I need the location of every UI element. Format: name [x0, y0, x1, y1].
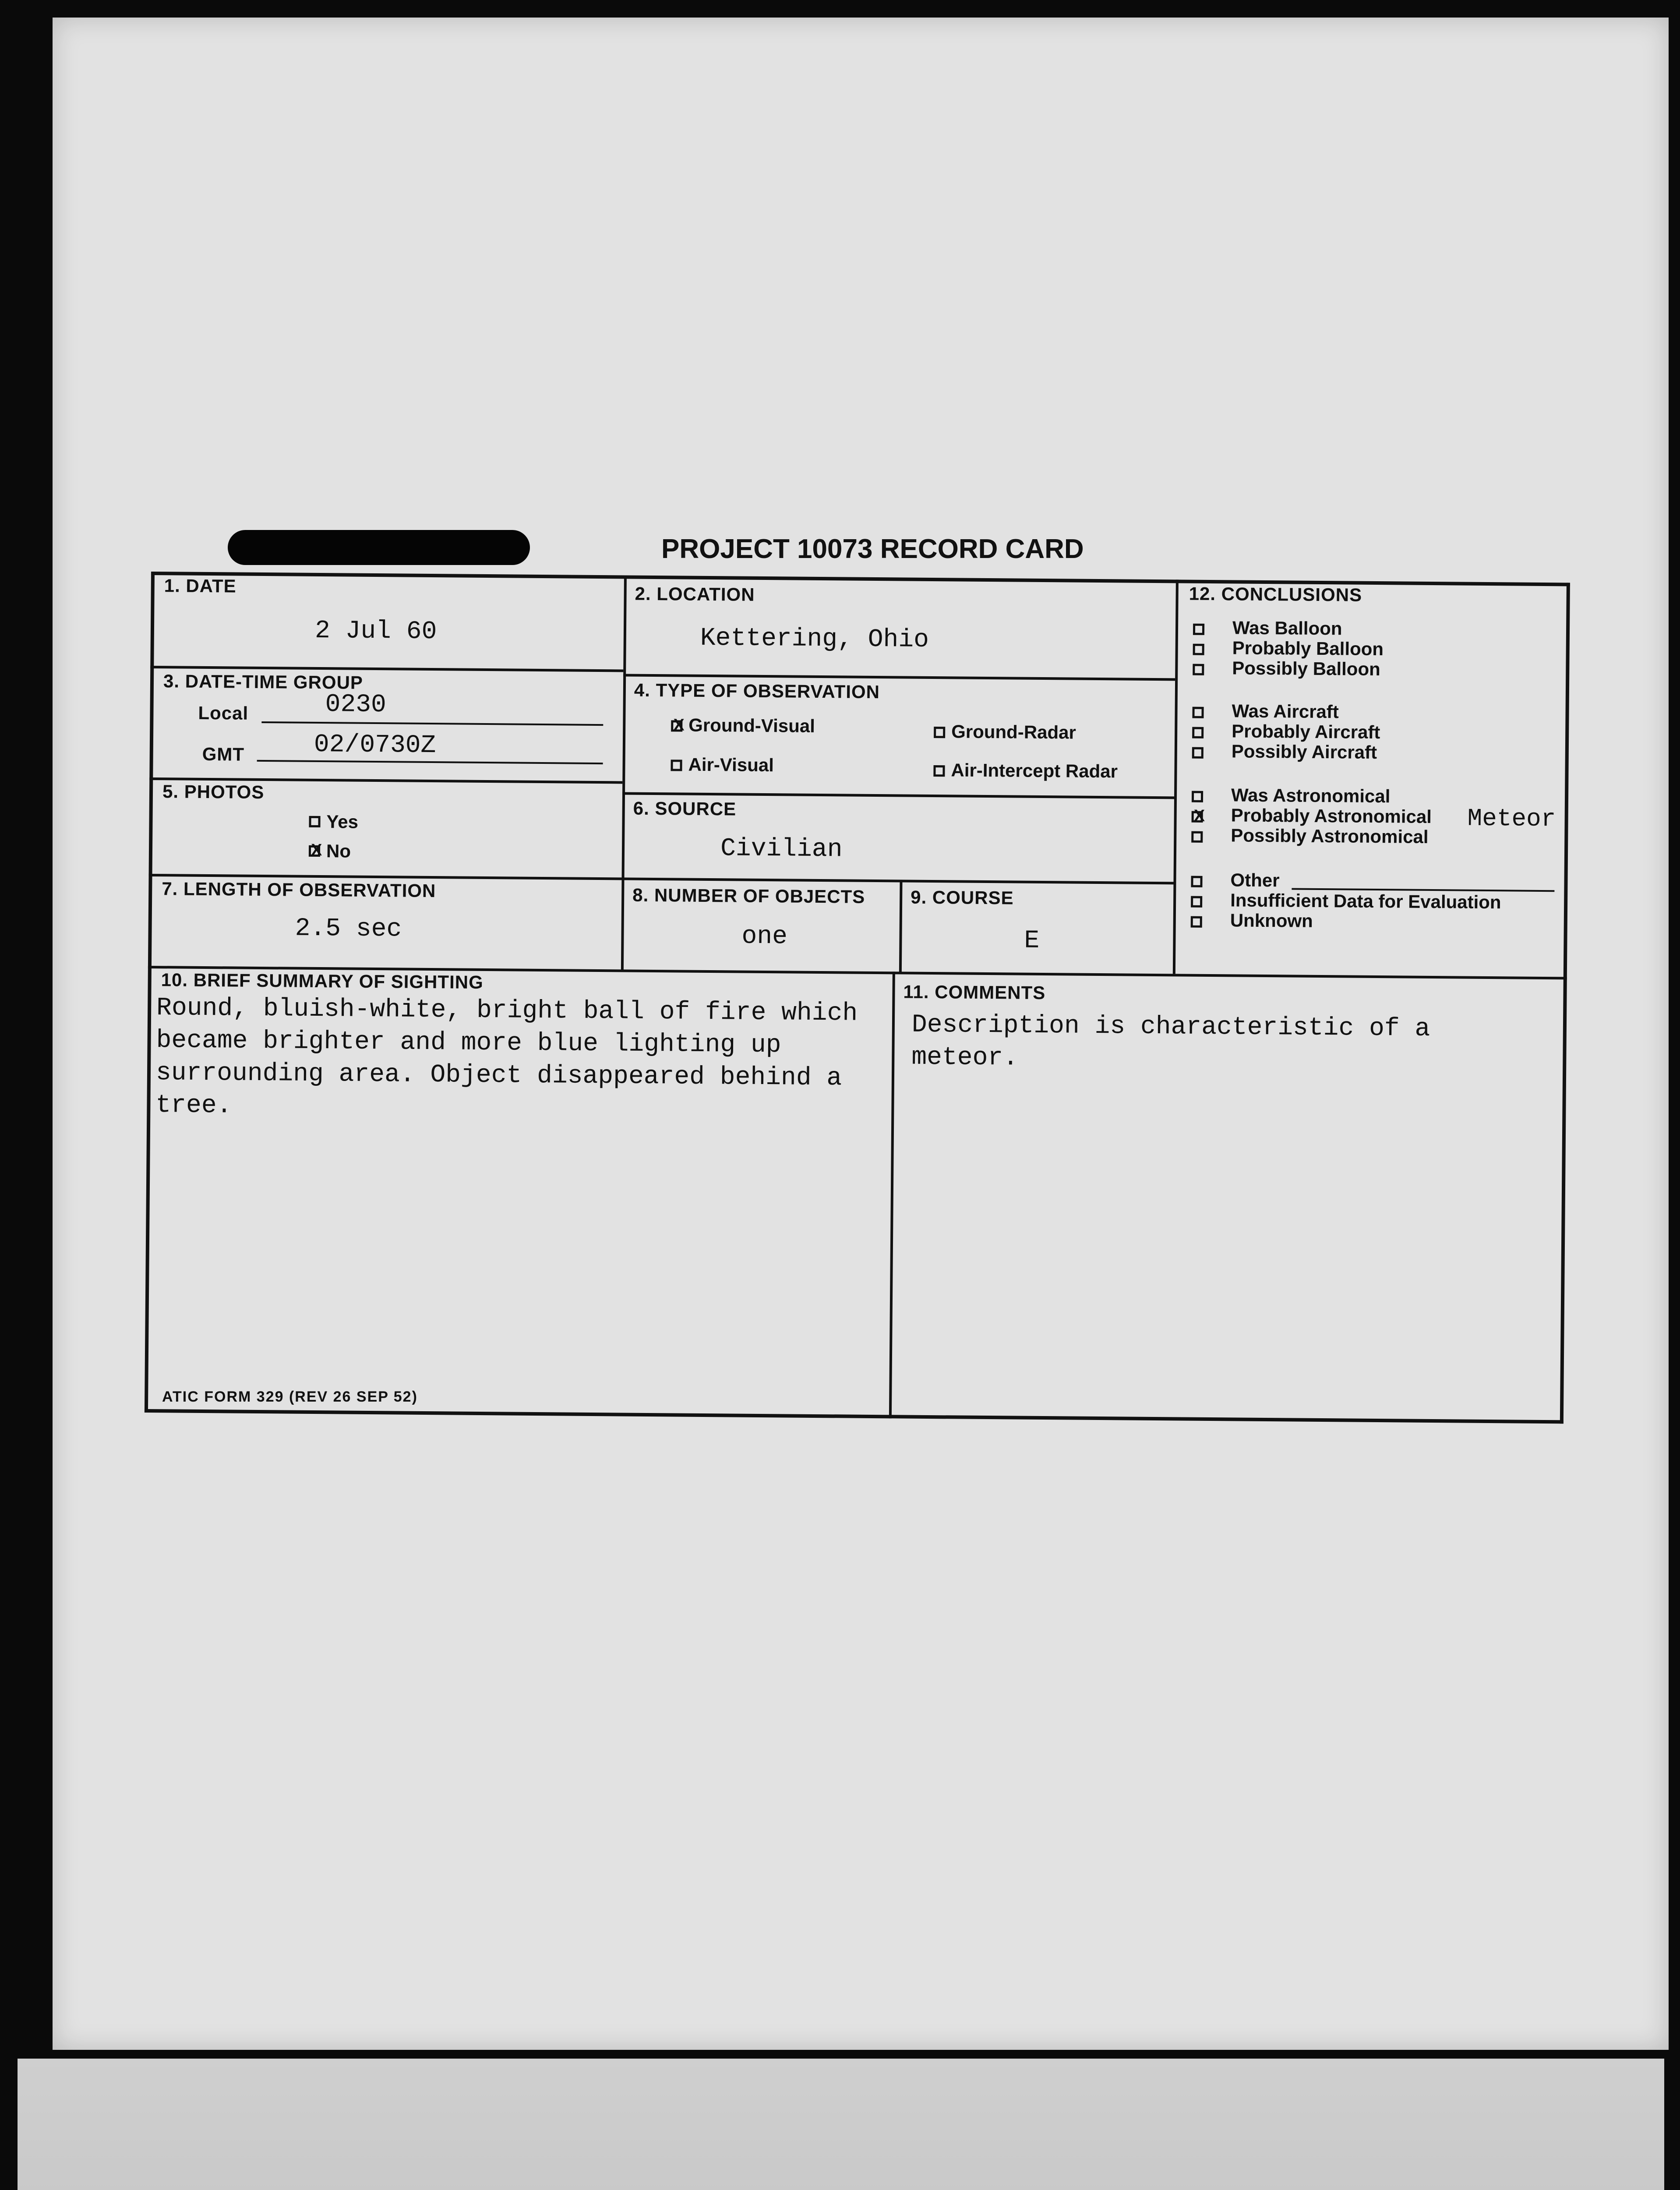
scan-background [18, 2059, 1664, 2190]
possibly-astronomical-checkbox[interactable] [1191, 831, 1203, 843]
possibly-balloon-checkbox[interactable] [1193, 664, 1204, 675]
possibly-astronomical-label: Possibly Astronomical [1231, 825, 1429, 847]
summary-line: became brighter and more blue lighting up [156, 1026, 781, 1060]
divider-objects-course [899, 880, 903, 971]
date-value: 2 Jul 60 [314, 616, 437, 646]
local-value: 0230 [325, 690, 387, 720]
card-title: PROJECT 10073 RECORD CARD [661, 534, 1084, 564]
summary-line: Round, bluish-white, bright ball of fire which [156, 994, 858, 1028]
comments-text [911, 1009, 1556, 1079]
ground-visual-checkbox[interactable]: X [671, 720, 682, 731]
divider-col-1 [621, 575, 627, 969]
was-balloon-label: Was Balloon [1232, 617, 1342, 639]
conclusions-label: 12. CONCLUSIONS [1189, 583, 1362, 605]
air-visual-label: Air-Visual [688, 754, 774, 776]
probably-balloon-checkbox[interactable] [1193, 644, 1204, 655]
gmt-label: GMT [202, 743, 245, 765]
was-aircraft-checkbox[interactable] [1192, 707, 1204, 718]
probably-balloon-label: Probably Balloon [1232, 637, 1384, 660]
comments-label: 11. COMMENTS [903, 981, 1046, 1003]
course-label: 9. COURSE [911, 887, 1014, 908]
other-label: Other [1230, 869, 1280, 891]
was-balloon-checkbox[interactable] [1193, 624, 1204, 635]
ground-radar-label: Ground-Radar [951, 721, 1076, 743]
possibly-aircraft-checkbox[interactable] [1192, 747, 1204, 759]
possibly-balloon-label: Possibly Balloon [1232, 657, 1380, 680]
ground-radar-checkbox[interactable] [934, 727, 945, 738]
location-value: Kettering, Ohio [700, 624, 929, 654]
insufficient-data-checkbox[interactable] [1191, 896, 1202, 908]
air-intercept-radar-label: Air-Intercept Radar [951, 759, 1118, 782]
probably-aircraft-label: Probably Aircraft [1232, 721, 1380, 743]
probably-astronomical-label: Probably Astronomical [1231, 805, 1432, 827]
source-value: Civilian [720, 834, 843, 864]
comments-line: Description is characteristic of a [911, 1010, 1430, 1043]
was-astronomical-label: Was Astronomical [1231, 784, 1391, 807]
form-identifier: ATIC FORM 329 (REV 26 SEP 52) [162, 1388, 418, 1405]
other-checkbox[interactable] [1191, 876, 1202, 887]
insufficient-data-label: Insufficient Data for Evaluation [1230, 890, 1501, 913]
length-label: 7. LENGTH OF OBSERVATION [162, 878, 436, 901]
length-value: 2.5 sec [295, 914, 402, 944]
local-label: Local [198, 702, 249, 724]
photos-yes-checkbox[interactable] [309, 816, 320, 827]
source-label: 6. SOURCE [633, 798, 737, 819]
type-label: 4. TYPE OF OBSERVATION [634, 679, 880, 703]
was-aircraft-label: Was Aircraft [1232, 700, 1339, 722]
date-label: 1. DATE [164, 575, 236, 597]
air-visual-checkbox[interactable] [671, 759, 682, 771]
unknown-checkbox[interactable] [1191, 916, 1202, 928]
location-label: 2. LOCATION [635, 583, 755, 605]
air-intercept-radar-checkbox[interactable] [933, 765, 945, 777]
photos-label: 5. PHOTOS [162, 781, 265, 803]
divider-summary-comments [889, 971, 895, 1418]
gmt-value: 02/0730Z [314, 730, 436, 760]
photos-no-label: No [326, 841, 351, 862]
summary-line: tree. [155, 1091, 232, 1120]
summary-label: 10. BRIEF SUMMARY OF SIGHTING [161, 969, 484, 993]
probably-aircraft-checkbox[interactable] [1192, 727, 1204, 738]
ground-visual-label: Ground-Visual [688, 714, 815, 736]
unknown-label: Unknown [1230, 910, 1313, 931]
meteor-annotation: Meteor [1467, 804, 1556, 834]
photos-yes-label: Yes [326, 811, 359, 832]
record-card [145, 572, 1570, 1424]
course-value: E [1024, 926, 1040, 955]
probably-astronomical-checkbox[interactable]: X [1192, 811, 1203, 823]
divider-col-conclusions [1173, 579, 1179, 974]
objects-value: one [741, 922, 788, 951]
local-underline [261, 721, 603, 726]
summary-text [155, 992, 883, 1127]
summary-line: surrounding area. Object disappeared behind a [155, 1059, 842, 1093]
objects-label: 8. NUMBER OF OBJECTS [632, 884, 865, 907]
dtg-label: 3. DATE-TIME GROUP [163, 671, 364, 693]
possibly-aircraft-label: Possibly Aircraft [1231, 741, 1377, 763]
redaction-mark [228, 530, 530, 565]
gmt-underline [257, 760, 603, 764]
comments-line: meteor. [911, 1043, 1019, 1073]
photos-no-checkbox[interactable]: X [309, 845, 320, 857]
was-astronomical-checkbox[interactable] [1192, 791, 1203, 802]
